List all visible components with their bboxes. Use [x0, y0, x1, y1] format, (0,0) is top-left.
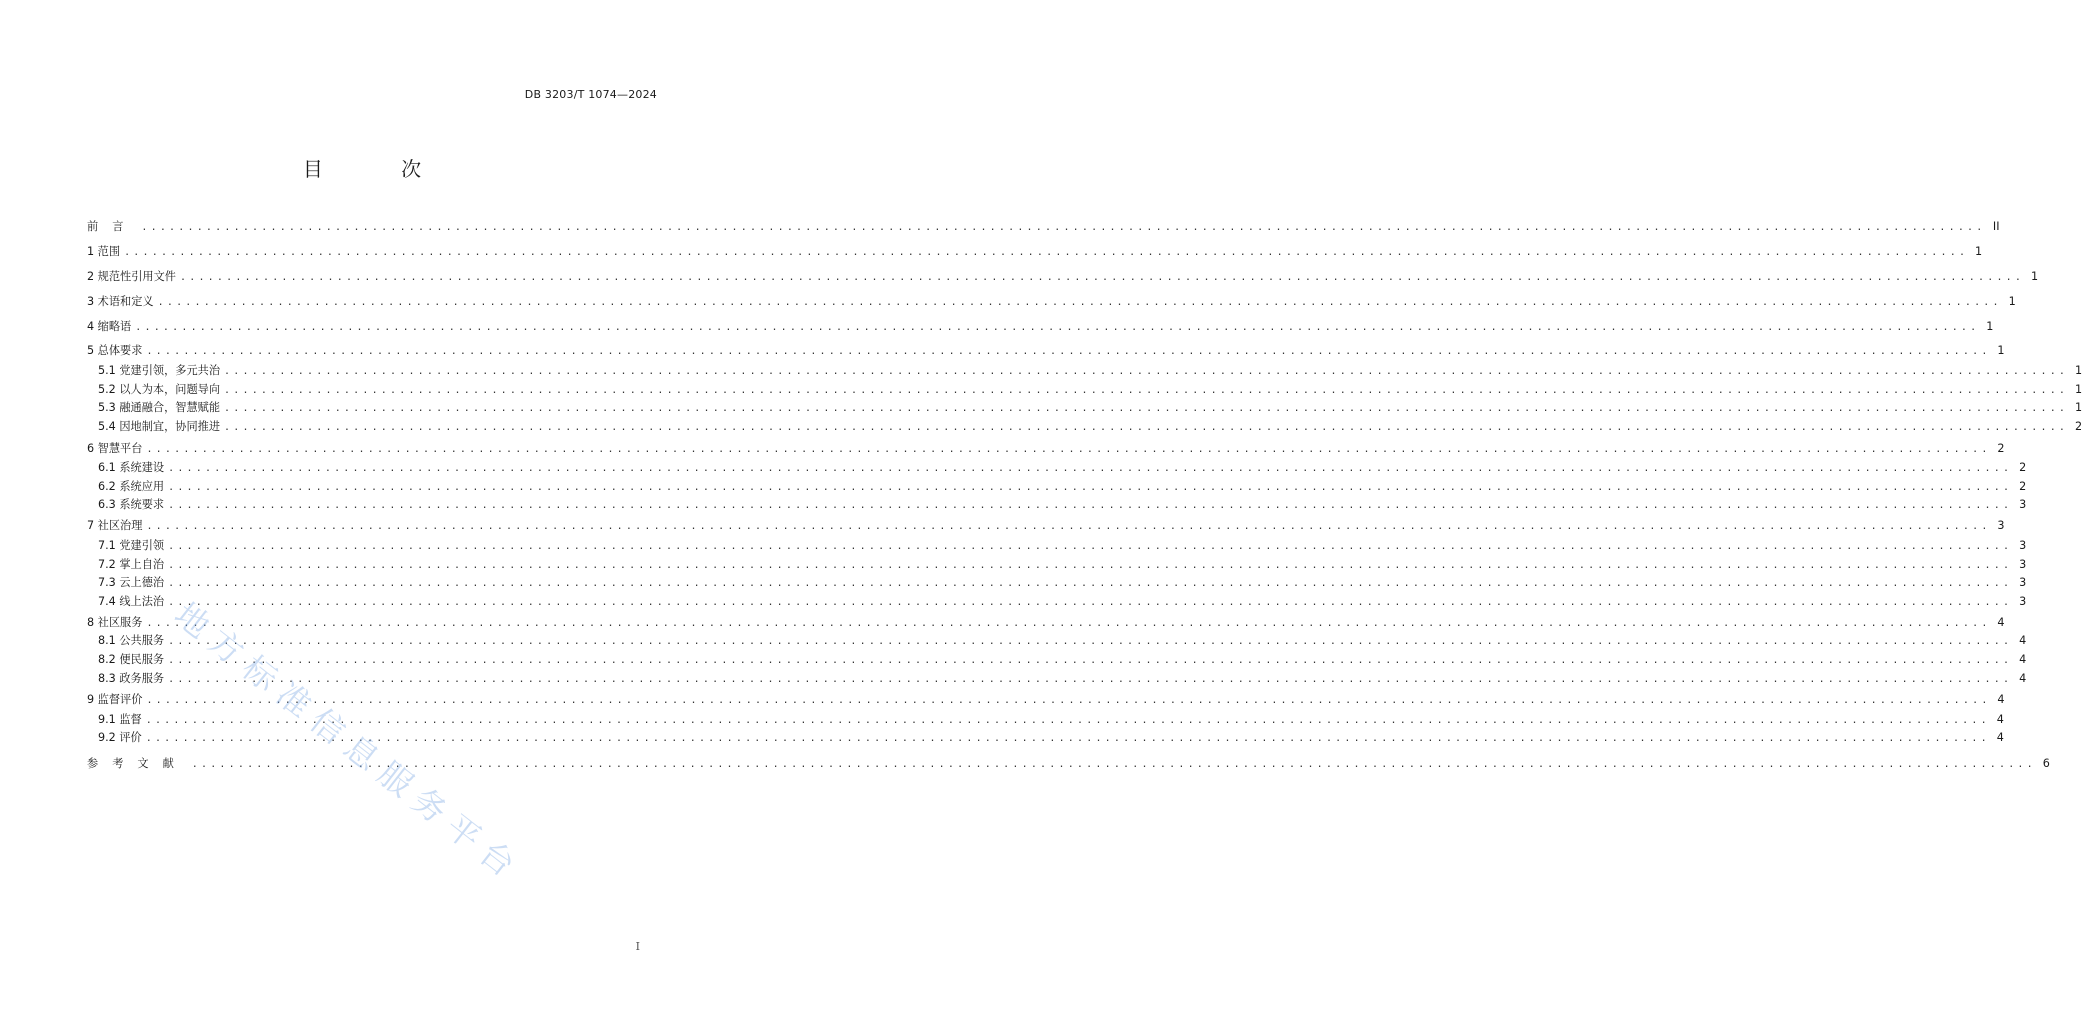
- toc-entry-label: 5.3 融通融合，智慧赋能: [98, 401, 221, 414]
- dot-leader: ........................................................................................................................................................................................................: [168, 560, 2013, 571]
- toc-entry-page: 1: [1975, 245, 1983, 258]
- toc-entry-label: 6.1 系统建设: [98, 461, 165, 474]
- dot-leader: ........................................................................................................................................................................................................: [168, 463, 2013, 474]
- toc-entry[interactable]: [0, 268, 2039, 286]
- toc-entry[interactable]: [0, 755, 2050, 773]
- toc-entry-label: 7 社区治理: [87, 519, 143, 532]
- watermark: 地方标准信息服务平台: [167, 594, 531, 891]
- toc-entry-page: 3: [2019, 558, 2027, 571]
- toc-entry[interactable]: [0, 574, 2027, 592]
- toc-entry[interactable]: [0, 478, 2027, 496]
- dot-leader: ........................................................................................................................................................................................................: [168, 597, 2013, 608]
- document-code: DB 3203/T 1074—2024: [524, 88, 657, 101]
- toc-entry-label: 5.1 党建引领，多元共治: [98, 364, 221, 377]
- dot-leader: ........................................................................................................................................................................................................: [146, 444, 1991, 455]
- toc-entry[interactable]: [0, 496, 2027, 514]
- toc-entry-label: 6 智慧平台: [87, 442, 143, 455]
- toc-entry[interactable]: [0, 418, 2082, 436]
- toc-entry-label: 3 术语和定义: [87, 295, 154, 308]
- toc-entry[interactable]: [0, 293, 2016, 311]
- dot-leader: ........................................................................................................................................................................................................: [224, 422, 2069, 433]
- toc-entry-page: 2: [2075, 420, 2082, 433]
- toc-entry[interactable]: [0, 399, 2082, 417]
- dot-leader: ........................................................................................................................................................................................................: [168, 636, 2013, 647]
- toc-entry-page: 4: [1996, 731, 2004, 744]
- toc-entry-label: 8.1 公共服务: [98, 634, 165, 647]
- toc-entry-page: 1: [2008, 295, 2016, 308]
- toc-entry-label: 7.4 线上法治: [98, 595, 165, 608]
- dot-leader: ........................................................................................................................................................................................................: [157, 297, 2002, 308]
- toc-entry-page: 2: [2019, 480, 2027, 493]
- dot-leader: ........................................................................................................................................................................................................: [146, 618, 1991, 629]
- toc-entry-page: 4: [1997, 616, 2005, 629]
- toc-entry-page: 6: [2042, 757, 2050, 770]
- toc-entry-page: 1: [2030, 270, 2039, 283]
- toc-entry-label: 8 社区服务: [87, 616, 143, 629]
- toc-entry-label: 7.3 云上德治: [98, 576, 165, 589]
- dot-leader: ........................................................................................................................................................................................................: [168, 482, 2013, 493]
- toc-entry-page: 4: [2019, 634, 2027, 647]
- toc-entry-label: 9 监督评价: [87, 693, 143, 706]
- toc-entry-page: 4: [2019, 653, 2027, 666]
- dot-leader: ........................................................................................................................................................................................................: [191, 759, 2036, 770]
- toc-entry[interactable]: [0, 537, 2027, 555]
- dot-leader: ........................................................................................................................................................................................................: [180, 272, 2025, 283]
- toc-entry-label: 前言: [87, 220, 138, 233]
- page-number: I: [635, 940, 640, 953]
- dot-leader: ........................................................................................................................................................................................................: [168, 655, 2013, 666]
- toc-entry-page: 3: [2019, 498, 2027, 511]
- toc-entry[interactable]: [0, 614, 2005, 632]
- toc-entry-label: 1 范围: [87, 245, 121, 258]
- toc-entry-label: 9.2 评价: [98, 731, 142, 744]
- toc-entry-page: 3: [2019, 576, 2027, 589]
- toc-entry[interactable]: [0, 593, 2027, 611]
- toc-entry[interactable]: [0, 381, 2082, 399]
- toc-entry-page: 2: [2019, 461, 2027, 474]
- toc-entry[interactable]: [0, 651, 2027, 669]
- toc-entry-page: 1: [1997, 344, 2005, 357]
- toc-entry[interactable]: [0, 342, 2005, 360]
- dot-leader: ........................................................................................................................................................................................................: [224, 366, 2069, 377]
- toc-entry-page: 3: [2019, 539, 2027, 552]
- toc-entry-label: 参考文献: [87, 757, 188, 770]
- toc-entry-label: 7.2 掌上自治: [98, 558, 165, 571]
- toc-entry-page: 3: [2019, 595, 2027, 608]
- toc-entry[interactable]: [0, 362, 2082, 380]
- toc-entry-page: 4: [2019, 672, 2027, 685]
- dot-leader: ........................................................................................................................................................................................................: [168, 578, 2013, 589]
- toc-entry[interactable]: [0, 243, 1983, 261]
- toc-entry[interactable]: [0, 517, 2005, 535]
- toc-entry[interactable]: [0, 691, 2005, 709]
- toc-entry-page: 1: [2075, 383, 2082, 396]
- dot-leader: ........................................................................................................................................................................................................: [224, 403, 2069, 414]
- dot-leader: ........................................................................................................................................................................................................: [168, 541, 2013, 552]
- dot-leader: ........................................................................................................................................................................................................: [224, 385, 2069, 396]
- toc-entry-label: 4 缩略语: [87, 320, 132, 333]
- toc-entry-page: 2: [1997, 442, 2005, 455]
- toc-entry[interactable]: [0, 318, 1994, 336]
- toc-entry-page: 4: [1996, 713, 2004, 726]
- toc-entry-page: 4: [1997, 693, 2005, 706]
- toc-entry[interactable]: [0, 459, 2027, 477]
- toc-entry[interactable]: [0, 556, 2027, 574]
- toc-entry[interactable]: [0, 218, 2000, 236]
- toc-entry-label: 8.2 便民服务: [98, 653, 165, 666]
- toc-entry[interactable]: [0, 440, 2005, 458]
- dot-leader: ........................................................................................................................................................................................................: [146, 521, 1991, 532]
- toc-entry-label: 5 总体要求: [87, 344, 143, 357]
- toc-entry-page: II: [1992, 220, 2000, 233]
- toc-entry-page: 1: [2075, 401, 2082, 414]
- toc-entry-page: 3: [1997, 519, 2005, 532]
- dot-leader: ........................................................................................................................................................................................................: [146, 346, 1991, 357]
- toc-entry-page: 1: [2075, 364, 2082, 377]
- toc-entry[interactable]: [0, 670, 2027, 688]
- dot-leader: ........................................................................................................................................................................................................: [124, 247, 1969, 258]
- toc-entry-label: 2 规范性引用文件: [87, 270, 176, 283]
- toc-entry-page: 1: [1986, 320, 1994, 333]
- toc-title: 目 次: [302, 157, 458, 181]
- dot-leader: ........................................................................................................................................................................................................: [141, 222, 1986, 233]
- dot-leader: ........................................................................................................................................................................................................: [135, 322, 1980, 333]
- toc-entry-label: 7.1 党建引领: [98, 539, 165, 552]
- toc-entry[interactable]: [0, 632, 2027, 650]
- toc-entry-label: 5.2 以人为本，问题导向: [98, 383, 221, 396]
- dot-leader: ........................................................................................................................................................................................................: [145, 733, 1990, 744]
- toc-entry[interactable]: [0, 729, 2004, 747]
- dot-leader: ........................................................................................................................................................................................................: [146, 695, 1991, 706]
- dot-leader: ........................................................................................................................................................................................................: [168, 674, 2013, 685]
- toc-entry-label: 5.4 因地制宜，协同推进: [98, 420, 221, 433]
- dot-leader: ........................................................................................................................................................................................................: [168, 500, 2013, 511]
- dot-leader: ........................................................................................................................................................................................................: [145, 715, 1990, 726]
- toc-entry[interactable]: [0, 711, 2004, 729]
- toc-entry-label: 9.1 监督: [98, 713, 142, 726]
- toc-entry-label: 8.3 政务服务: [98, 672, 165, 685]
- toc-entry-label: 6.2 系统应用: [98, 480, 165, 493]
- toc-entry-label: 6.3 系统要求: [98, 498, 165, 511]
